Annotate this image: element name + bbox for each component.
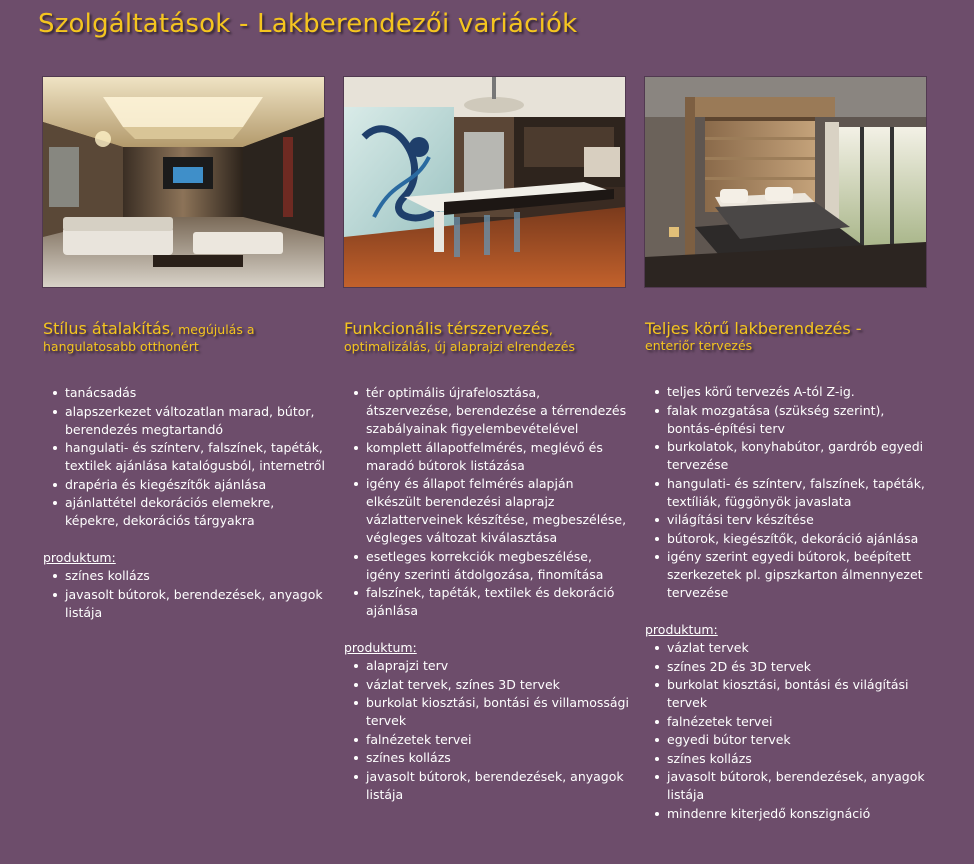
list-item: esetleges korrekciók megbeszélése, igény szerinti átdolgozása, finomítása	[344, 548, 629, 584]
list-item: falak mozgatása (szükség szerint), bontás-építési terv	[645, 402, 930, 438]
product-list	[43, 567, 328, 622]
service-title-sub: , megújulás a hangulatosabb otthonért	[43, 322, 255, 354]
service-title-sub: , optimalizálás, új alaprajzi elrendezés	[344, 322, 575, 354]
list-item: világítási terv készítése	[645, 511, 930, 529]
list-item: színes kollázs	[344, 749, 629, 767]
list-item: mindenre kiterjedő konszignáció	[645, 805, 930, 823]
list-item: tanácsadás	[43, 384, 328, 402]
bedroom-photo	[645, 77, 926, 287]
service-column-functional	[344, 77, 629, 804]
list-item: teljes körű tervezés A-tól Z-ig.	[645, 383, 930, 401]
product-label: produktum:	[645, 622, 718, 637]
list-item: falszínek, tapéták, textilek és dekoráció ajánlása	[344, 584, 629, 620]
list-item: falnézetek tervei	[645, 713, 930, 731]
list-item: bútorok, kiegészítők, dekoráció ajánlása	[645, 530, 930, 548]
list-item: hangulati- és színterv, falszínek, tapéták, textilek ajánlása katalógusból, internetről	[43, 439, 328, 475]
list-item: ajánlattétel dekorációs elemekre, képekre, dekorációs tárgyakra	[43, 494, 328, 530]
list-item: vázlat tervek, színes 3D tervek	[344, 676, 629, 694]
list-item: színes 2D és 3D tervek	[645, 658, 930, 676]
feature-list	[344, 384, 629, 620]
page-title: Szolgáltatások - Lakberendezői variációk	[38, 9, 578, 39]
list-item: színes kollázs	[645, 750, 930, 768]
product-list	[344, 657, 629, 804]
list-item: alaprajzi terv	[344, 657, 629, 675]
list-item: alapszerkezet változatlan marad, bútor, berendezés megtartandó	[43, 403, 328, 439]
list-item: javasolt bútorok, berendezések, anyagok listája	[645, 768, 930, 804]
kitchen-photo	[344, 77, 625, 287]
list-item: igény szerint egyedi bútorok, beépített szerkezetek pl. gipszkarton álmennyezet tervezése	[645, 548, 930, 602]
list-item: egyedi bútor tervek	[645, 731, 930, 749]
list-item: tér optimális újrafelosztása, átszervezése, berendezése a térrendezés szabályainak figyelembevételével	[344, 384, 629, 438]
service-title-main: Stílus átalakítás	[43, 319, 171, 338]
service-column-style	[43, 77, 328, 622]
product-list	[645, 639, 930, 823]
service-column-complete	[645, 77, 930, 823]
feature-list	[43, 384, 328, 530]
service-title-main: Teljes körű lakberendezés -	[645, 319, 862, 338]
feature-list	[645, 383, 930, 602]
service-title	[43, 321, 328, 355]
service-title	[344, 321, 629, 355]
list-item: javasolt bútorok, berendezések, anyagok listája	[344, 768, 629, 804]
list-item: drapéria és kiegészítők ajánlása	[43, 476, 328, 494]
list-item: vázlat tervek	[645, 639, 930, 657]
list-item: igény és állapot felmérés alapján elkészült berendezési alaprajz vázlatterveinek készítése, megbeszélése, végleges változat kiválasztása	[344, 475, 629, 547]
service-title-main: Funkcionális térszervezés	[344, 319, 549, 338]
list-item: burkolat kiosztási, bontási és világítási tervek	[645, 676, 930, 712]
list-item: falnézetek tervei	[344, 731, 629, 749]
product-label: produktum:	[344, 640, 417, 655]
service-title	[645, 321, 930, 354]
list-item: javasolt bútorok, berendezések, anyagok listája	[43, 586, 328, 622]
list-item: komplett állapotfelmérés, meglévő és maradó bútorok listázása	[344, 439, 629, 475]
living-room-photo	[43, 77, 324, 287]
list-item: burkolatok, konyhabútor, gardrób egyedi tervezése	[645, 438, 930, 474]
list-item: hangulati- és színterv, falszínek, tapéták, textíliák, függönyök javaslata	[645, 475, 930, 511]
service-title-sub: enteriőr tervezés	[645, 338, 753, 353]
product-label: produktum:	[43, 550, 116, 565]
list-item: burkolat kiosztási, bontási és villamossági tervek	[344, 694, 629, 730]
list-item: színes kollázs	[43, 567, 328, 585]
